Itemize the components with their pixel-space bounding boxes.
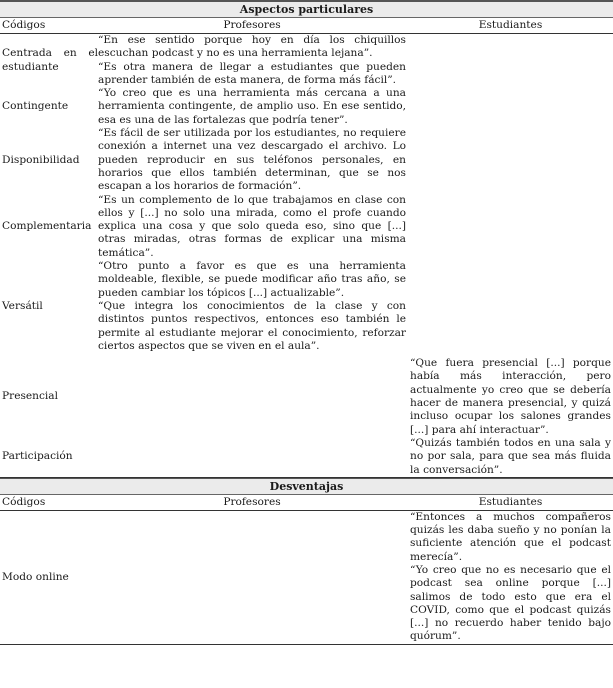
teachers-cell (98, 127, 408, 193)
header-estudiantes: Estudiantes (478, 19, 543, 31)
code-label: Participación (2, 450, 73, 463)
student-quote: “Entonces a muchos compañeros quizás les daba sueño y no ponían la suficiente atención que el podcast merecía”. (410, 510, 611, 563)
students-cell (408, 437, 613, 477)
teacher-quote: “En ese sentido porque hoy en día los chiquillos escuchan podcast y no es una herramienta lejana”. (98, 34, 406, 60)
students-cell (408, 511, 613, 644)
student-quote: “Que fuera presencial [...] porque había más interacción, pero actualmente yo creo que se debería hacer de manera presencial, y quizá incluso ocupar los salones grandes [...] para ahí interactuar”. (410, 357, 611, 436)
teacher-quote: “Es un complemento de lo que trabajamos en clase con ellos y [...] no solo una mirada, como el profe cuando explica una cosa y que solo queda eso, sino que [...] otras miradas, otras formas de explicar una misma temática”. (98, 193, 406, 259)
header-profesores: Profesores (223, 495, 281, 508)
section-title-desventajas: Desventajas (0, 478, 613, 495)
students-cell (408, 357, 613, 437)
table-row (0, 437, 613, 478)
code-label: Modo online (2, 570, 69, 583)
header-profesores: Profesores (223, 19, 281, 31)
teacher-quote: “Es fácil de ser utilizada por los estudiantes, no requiere conexión a internet una vez descargado el archivo. Lo pueden reproducir en sus teléfonos personales, en horarios que ellos también determinan, que se nos escapan a los horarios de formación”. (98, 127, 406, 193)
table-row (0, 511, 613, 645)
student-quote: “Quizás también todos en una sala y no por sala, para que sea más fluida la conversación”. (410, 436, 611, 476)
table-row (0, 194, 613, 260)
section-title-aspectos: Aspectos particulares (0, 0, 613, 18)
table-row (0, 127, 613, 193)
teacher-quote: “Otro punto a favor es que es una herramienta moldeable, flexible, se puede modificar año tras año, se pueden cambiar los tópicos [...] actualizable”. (98, 260, 406, 299)
teacher-quote: “Es otra manera de llegar a estudiantes que pueden aprender también de esta manera, de forma más fácil”. (98, 60, 406, 86)
table-row (0, 357, 613, 437)
teacher-quote: “Yo creo que es una herramienta más cercana a una herramienta contingente, de amplio uso. En ese sentido, esa es una de las fortalezas que podría tener”. (98, 87, 406, 126)
column-header-row (0, 495, 613, 511)
code-label: Centrada en el estudiante (2, 47, 98, 73)
header-codigos: Códigos (2, 495, 46, 508)
table-row (0, 34, 613, 87)
header-codigos: Códigos (2, 19, 46, 31)
student-quote: “Yo creo que no es necesario que el podcast sea online porque [...] salimos de todo esto que era el COVID, como que el podcast quizás [...] no recuerdo haber tenido bajo quórum”. (410, 563, 611, 643)
code-label: Versátil (2, 299, 43, 312)
teachers-cell (98, 34, 408, 87)
teachers-cell (98, 87, 408, 127)
code-label: Contingente (2, 100, 69, 113)
teacher-quote: “Que integra los conocimientos de la clase y con distintos puntos respectivos, entonces eso también le permite al estudiante mejorar el conocimiento, reforzar ciertos aspectos que se viven en el aula”. (98, 299, 406, 352)
table-row (0, 260, 613, 353)
column-header-row (0, 18, 613, 34)
teachers-cell (98, 194, 408, 260)
header-estudiantes: Estudiantes (478, 495, 543, 508)
code-label: Presencial (2, 390, 59, 403)
code-label: Complementaria (2, 220, 92, 233)
table-row (0, 87, 613, 127)
teachers-cell (98, 260, 408, 353)
code-label: Disponibilidad (2, 153, 80, 166)
